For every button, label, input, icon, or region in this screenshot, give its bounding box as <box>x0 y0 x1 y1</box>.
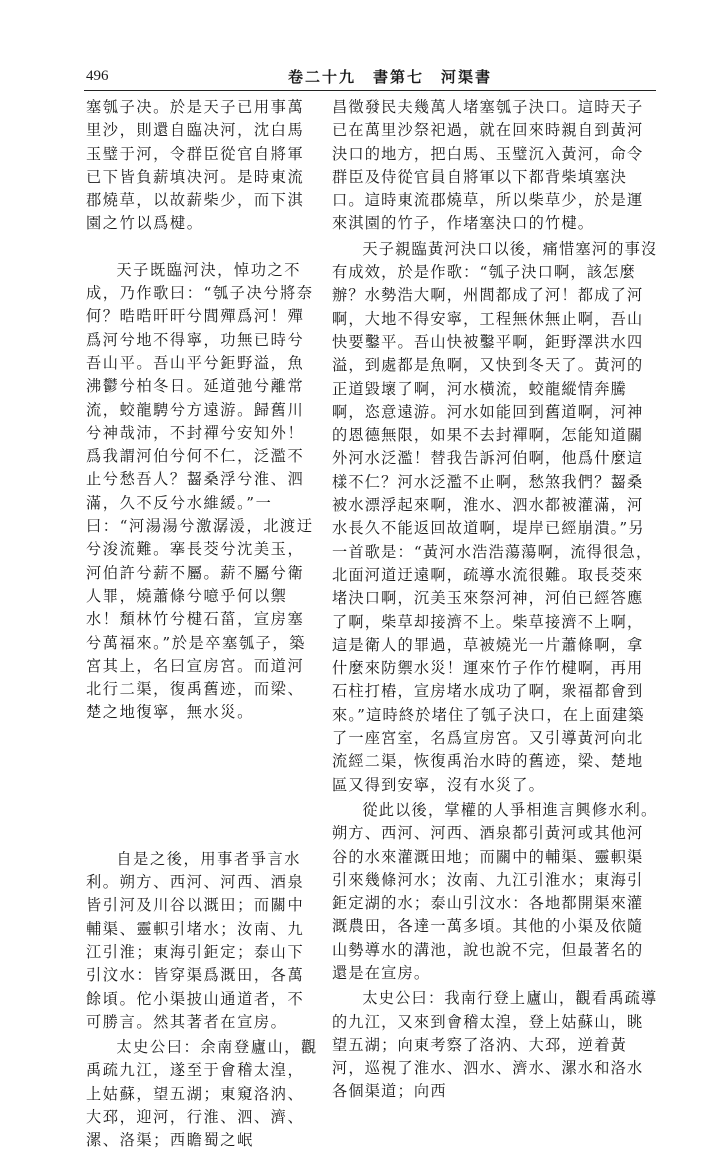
header-rule <box>84 90 656 91</box>
page-number: 496 <box>86 68 109 84</box>
running-head: 卷二十九 書第七 河渠書 <box>287 68 492 86</box>
left-paragraph-1: 塞瓠子决。於是天子已用事萬里沙，則還自臨决河，沈白馬玉璧于河，令群臣從官自將軍已下皆負薪填决河。是時東流郡燒草，以故薪柴少，而下淇園之竹以爲楗。 <box>86 98 305 233</box>
left-paragraph-3: 自是之後，用事者爭言水利。朔方、西河、河西、酒泉皆引河及川谷以溉田；而關中輔渠、靈軹引堵水；汝南、九江引淮；東海引鉅定；泰山下引汶水：皆穿渠爲溉田，各萬餘頃。佗小渠披山通道者，不可勝言。然其著者在宣房。 <box>86 849 305 1031</box>
left-paragraph-2: 天子既臨河決，悼功之不成，乃作歌曰：“瓠子决兮將奈何？晧晧旰旰兮閭殫爲河！殫爲河兮地不得寧，功無已時兮吾山平。吾山平兮鉅野溢，魚沸鬱兮柏冬日。延道弛兮離常流，蛟龍騁兮方遠游。歸舊川兮神哉沛，不封禪兮安知外！爲我謂河伯兮何不仁，泛濫不止兮愁吾人？齧桑浮兮淮、泗滿，久不反兮水維緩。”一曰：“河湯湯兮激潺湲，北渡迂兮浚流難。搴長茭兮沈美玉，河伯許兮薪不屬。薪不屬兮衛人罪，燒蕭條兮噫乎何以禦水！頽林竹兮楗石菑，宣房塞兮萬福來。”於是卒塞瓠子，築宮其上，名曰宣房宮。而道河北行二渠，復禹舊迹，而梁、楚之地復寧，無水災。 <box>86 260 314 722</box>
left-paragraph-4: 太史公曰：余南登廬山，觀禹疏九江，遂至于會稽太湟，上姑蘇，望五湖；東窺洛汭、大邳，迎河，行淮、泗、濟、漯、洛渠；西瞻蜀之岷 <box>86 1038 318 1150</box>
right-column-translation <box>332 96 658 1106</box>
right-paragraph-3: 從此以後，掌權的人爭相進言興修水利。朔方、西河、河西、酒泉都引黃河或其他河谷的水來灌溉田地；而關中的輔渠、靈軹渠引來幾條河水；汝南、九江引淮水；東海引鉅定湖的水；泰山引汶水：各地都開渠來灌溉農田，各達一萬多頃。其他的小渠及依隨山勢導水的溝池，說也說不完，但最著名的還是在宣房。 <box>332 800 658 982</box>
right-paragraph-2: 天子親臨黃河決口以後，痛惜塞河的事沒有成效，於是作歌：“瓠子決口啊，該怎麼辦？水勢浩大啊，州閭都成了河！都成了河啊，大地不得安寧，工程無休無止啊，吾山快要鑿平。吾山快被鑿平啊，鉅野澤洪水四溢，到處都是魚啊，又快到冬天了。黃河的正道毀壞了啊，河水橫流，蛟龍縱情奔騰啊，恣意遠游。河水如能回到舊道啊，河神的恩德無限，如果不去封禪啊，怎能知道關外河水泛濫！替我告訴河伯啊，他爲什麼這樣不仁？河水泛濫不止啊，愁煞我們？齧桑被水漂浮起來啊，淮水、泗水都被灌滿，河水長久不能返回故道啊，堤岸已經崩潰。”另一首歌是：“黃河水浩浩蕩蕩啊，流得很急，北面河道迂遠啊，疏導水流很難。取長茭來堵決口啊，沉美玉來祭河神，河伯已經答應了啊，柴草却接濟不上。柴草接濟不上啊，這是衛人的罪過，草被燒光一片蕭條啊，拿什麼來防禦水災！運來竹子作竹楗啊，再用石柱打樁，宣房堵水成功了啊，衆福都會到來。”這時終於堵住了瓠子決口，在上面建築了一座宮室，名爲宣房宮。又引導黃河向北流經二渠，恢復禹治水時的舊迹，梁、楚地區又得到安寧，沒有水災了。 <box>332 239 658 794</box>
left-column-classical-text <box>86 96 320 1176</box>
right-paragraph-4: 太史公曰：我南行登上廬山，觀看禹疏導的九江，又來到會稽太湟，登上姑蘇山，眺望五湖；向東考察了洛汭、大邳，逆着黃河，巡視了淮水、泗水、濟水、漯水和洛水各個渠道；向西 <box>332 989 658 1101</box>
right-paragraph-1: 昌徵發民夫幾萬人堵塞瓠子決口。這時天子已在萬里沙祭祀過，就在回來時親自到黃河決口的地方，把白馬、玉璧沉入黃河，命令群臣及侍從官員自將軍以下都背柴填塞決口。這時東流郡燒草，所以柴草少，於是運來淇園的竹子，作堵塞決口的竹楗。 <box>332 98 644 233</box>
column-gap <box>86 748 320 848</box>
